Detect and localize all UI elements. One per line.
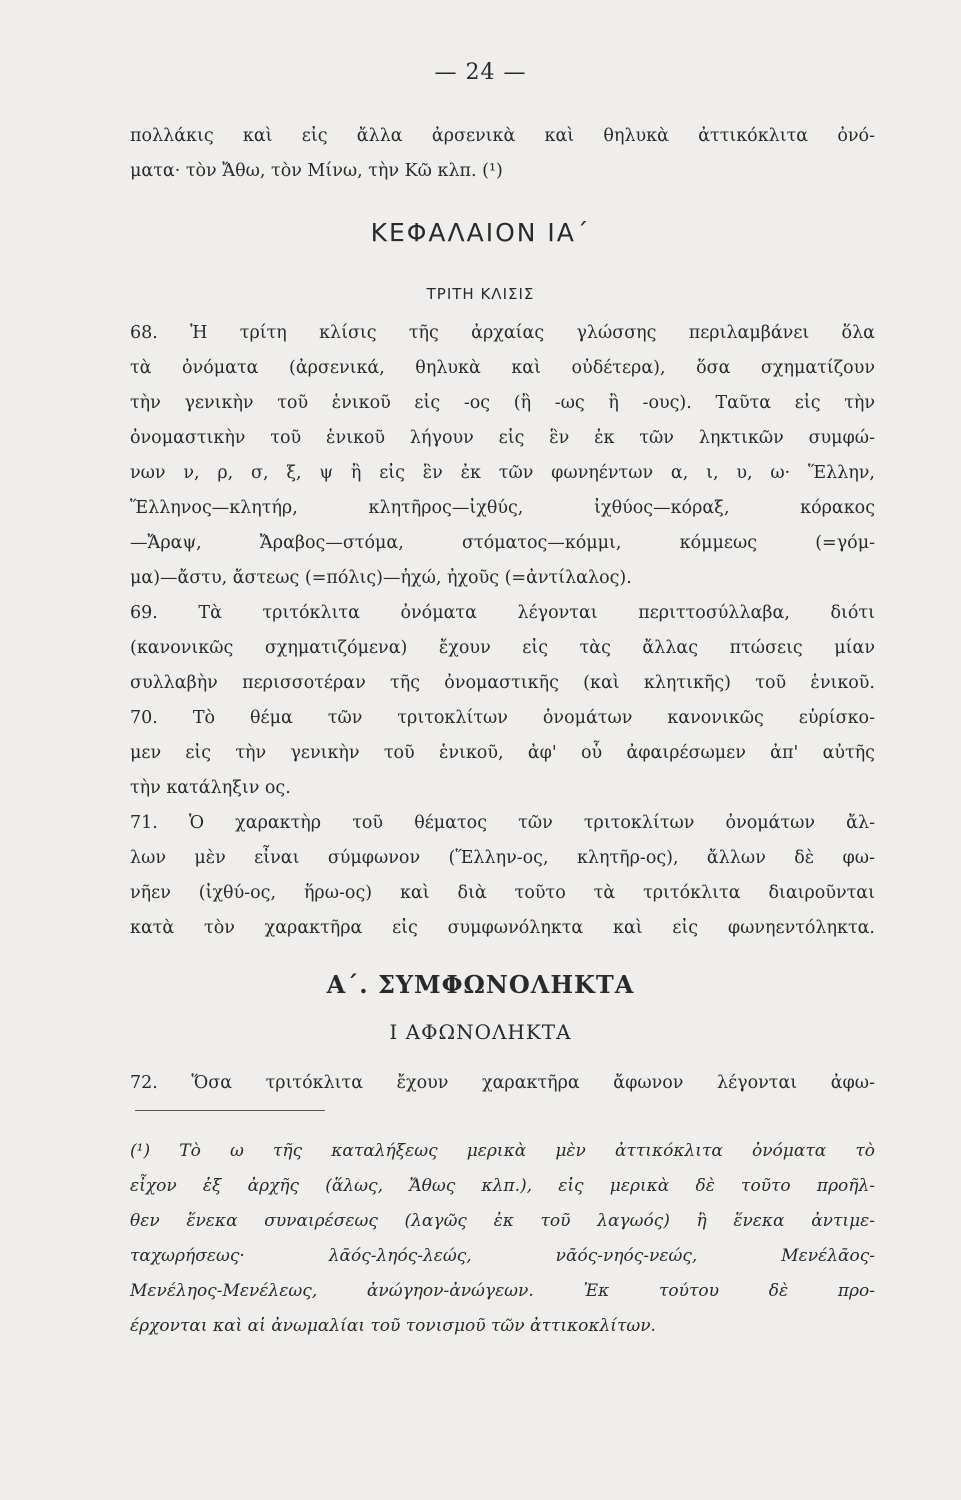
body-line: τὰ ὀνόματα (ἀρσενικά, θηλυκὰ καὶ οὐδέτερα), ὅσα σχηματίζουν bbox=[130, 358, 875, 378]
body-line: τὴν γενικὴν τοῦ ἑνικοῦ εἰς -ος (ἢ -ως ἢ -ους). Ταῦτα εἰς τὴν bbox=[130, 393, 875, 413]
body-line: —Ἄραψ, Ἄραβος—στόμα, στόματος—κόμμι, κόμμεως (=γόμ- bbox=[130, 533, 875, 553]
body-line: συλλαβὴν περισσοτέραν τῆς ὀνομαστικῆς (καὶ κλητικῆς) τοῦ ἑνικοῦ. bbox=[130, 673, 875, 693]
body-line: λων μὲν εἶναι σύμφωνον (Ἕλλην-ος, κλητῆρ-ος), ἄλλων δὲ φω- bbox=[130, 848, 875, 868]
footnote-rule bbox=[135, 1110, 325, 1111]
footnote-line: θεν ἕνεκα συναιρέσεως (λαγῶς ἐκ τοῦ λαγωός) ἢ ἕνεκα ἀντιμε- bbox=[130, 1211, 875, 1231]
body-line: μα)—ἄστυ, ἄστεως (=πόλις)—ἠχώ, ἠχοῦς (=ἀντίλαλος). bbox=[130, 568, 632, 588]
intro-line: πολλάκις καὶ εἰς ἄλλα ἀρσενικὰ καὶ θηλυκὰ ἀττικόκλιτα ὀνό- bbox=[130, 126, 875, 146]
body-line: 69. Τὰ τριτόκλιτα ὀνόματα λέγονται περιττοσύλλαβα, διότι bbox=[130, 603, 875, 623]
footnote-line: Μενέληος-Μενέλεως, ἀνώγηον-ἀνώγεων. Ἐκ τούτου δὲ προ- bbox=[130, 1281, 875, 1301]
body-line: τὴν κατάληξιν ος. bbox=[130, 778, 291, 798]
section-heading: Α΄. ΣΥΜΦΩΝΟΛΗΚΤΑ bbox=[326, 970, 635, 999]
body-line: κατὰ τὸν χαρακτῆρα εἰς συμφωνόληκτα καὶ εἰς φωνηεντόληκτα. bbox=[130, 918, 875, 938]
body-line: ὀνομαστικὴν τοῦ ἑνικοῦ λήγουν εἰς ἓν ἐκ τῶν ληκτικῶν συμφώ- bbox=[130, 428, 875, 448]
footnote-line: εἶχον ἐξ ἀρχῆς (ἅλως, Ἄθως κλπ.), εἰς μερικὰ δὲ τοῦτο προῆλ- bbox=[130, 1176, 875, 1196]
chapter-title: ΚΕΦΑΛΑΙΟΝ ΙΑ΄ bbox=[370, 218, 591, 247]
body-line: νων ν, ρ, σ, ξ, ψ ἢ εἰς ἓν ἐκ τῶν φωνηέντων α, ι, υ, ω· Ἕλλην, bbox=[130, 463, 875, 483]
body-line: Ἕλληνος—κλητήρ, κλητῆρος—ἰχθύς, ἰχθύος—κόραξ, κόρακος bbox=[130, 498, 875, 518]
footnote-line: έρχονται καὶ αἱ ἀνωμαλίαι τοῦ τονισμοῦ τῶν ἀττικοκλίτων. bbox=[130, 1316, 656, 1336]
body-line: (κανονικῶς σχηματιζόμενα) ἔχουν εἰς τὰς ἄλλας πτώσεις μίαν bbox=[130, 638, 875, 658]
body-line: 72. Ὅσα τριτόκλιτα ἔχουν χαρακτῆρα ἄφωνον λέγονται ἀφω- bbox=[130, 1073, 875, 1093]
body-line: 70. Τὸ θέμα τῶν τριτοκλίτων ὀνομάτων κανονικῶς εὑρίσκο- bbox=[130, 708, 875, 728]
footnote-line: ταχωρήσεως· λᾱός-ληός-λεώς, νᾱός-νηός-νεώς, Μενέλᾱος- bbox=[130, 1246, 875, 1266]
chapter-subtitle: ΤΡΙΤΗ ΚΛΙΣΙΣ bbox=[426, 285, 535, 303]
page-number: — 24 — bbox=[434, 60, 527, 85]
subsection-heading: Ι ΑΦΩΝΟΛΗΚΤΑ bbox=[389, 1020, 572, 1044]
body-line: 68. Ἡ τρίτη κλίσις τῆς ἀρχαίας γλώσσης περιλαμβάνει ὅλα bbox=[130, 323, 875, 343]
body-line: νῆεν (ἰχθύ-ος, ἥρω-ος) καὶ διὰ τοῦτο τὰ τριτόκλιτα διαιροῦνται bbox=[130, 883, 875, 903]
body-line: μεν εἰς τὴν γενικὴν τοῦ ἑνικοῦ, ἀφ' οὗ ἀφαιρέσωμεν ἀπ' αὐτῆς bbox=[130, 743, 875, 763]
footnote-line: (¹) Τὸ ω τῆς καταλήξεως μερικὰ μὲν ἀττικόκλιτα ὀνόματα τὸ bbox=[130, 1141, 875, 1161]
intro-line: ματα· τὸν Ἄθω, τὸν Μίνω, τὴν Κῶ κλπ. (¹) bbox=[130, 161, 503, 181]
body-line: 71. Ὁ χαρακτὴρ τοῦ θέματος τῶν τριτοκλίτων ὀνομάτων ἄλ- bbox=[130, 813, 875, 833]
